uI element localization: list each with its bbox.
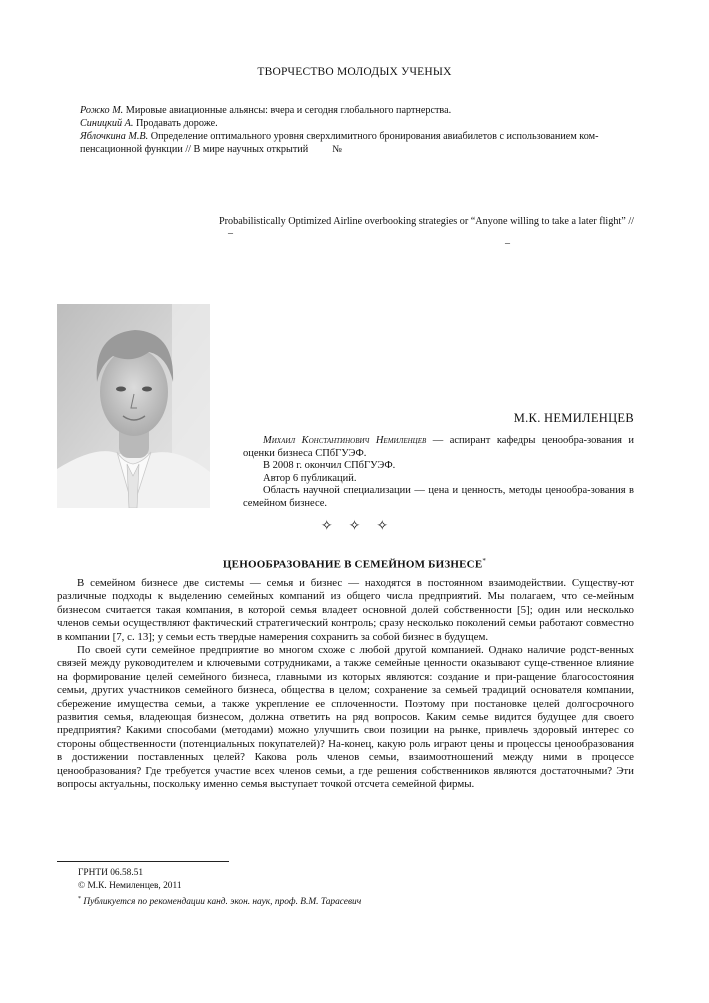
copyright-line: © М.К. Немиленцев, 2011 — [78, 881, 182, 891]
reference-list — [80, 104, 634, 156]
english-reference-dash: – — [505, 238, 510, 249]
recommendation-text: Публикуется по рекомендации канд. экон. наук, проф. В.М. Тарасевич — [81, 897, 362, 908]
divider-star-icon: ✧ — [376, 519, 389, 534]
reference-item — [80, 130, 634, 156]
divider-star-icon: ✧ — [348, 519, 361, 534]
footnote-divider — [57, 861, 229, 862]
author-bio — [243, 435, 634, 511]
grnti-code: ГРНТИ 06.58.51 — [78, 868, 144, 878]
reference-author: Синицкий А. — [80, 118, 134, 129]
reference-text: Определение оптимального уровня сверхлимитного бронирования авиабилетов с использованием ком-пенсационной функции // В мире научных открытий — [80, 131, 599, 155]
divider-star-icon: ✧ — [320, 519, 333, 534]
bio-text: — аспирант кафедры ценообра-зования и оценки бизнеса СПбГУЭФ. — [243, 435, 635, 459]
bio-paragraph: В 2008 г. окончил СПбГУЭФ. — [263, 460, 396, 472]
footnote-mark: * — [482, 557, 487, 565]
author-name-heading: М.К. НЕМИЛЕНЦЕВ — [513, 411, 634, 425]
article-title-text: ЦЕНООБРАЗОВАНИЕ В СЕМЕЙНОМ БИЗНЕСЕ — [222, 558, 483, 571]
reference-item — [80, 104, 634, 117]
footnotes — [78, 867, 578, 909]
author-photo — [57, 304, 210, 508]
bio-paragraph: Автор 6 публикаций. — [263, 472, 357, 484]
article-paragraph: По своей сути семейное предприятие во многом схоже с любой другой компанией. Однако наличие родст-венных связей между руководителем и ключевыми сотрудниками, а также семейные ценности оказывают суще-ственное влияние на формирование целей семейного бизнеса, главными из которых являются: создание и при-ращение благосостояния семьи, других участников семейного бизнеса, общества в целом; сохранение за семьей традиций основателя компании, сбережение имущества семьи, а также укрепление ее сплоченности. Поэтому при постановке целей долгосрочного развития семья, владеющая бизнесом, должна ответить на ряд вопросов. Каким семье видится будущее для своего предприятия? Какими способами (методами) можно улучшить свои позиции на рынке, привлечь здоровый интерес со стороны общественности (потенциальных покупателей)? На-конец, какую роль играют цены и процессы ценообразования в достижении поставленных целей? Какова роль членов семьи, взаимоотношений между ними в процессе ценообразования? Где требуется участие всех членов семьи, а где решения собственников являются достаточными? Эти вопросы актуальны, поскольку именно семья выступает точкой отсчета семейной фирмы. — [57, 644, 634, 791]
reference-text: Продавать дороже. — [133, 118, 218, 129]
reference-author: Рожко М. — [80, 105, 124, 116]
english-reference — [80, 215, 634, 249]
reference-item — [80, 117, 634, 130]
article-paragraph: В семейном бизнесе две системы — семья и бизнес — находятся в постоянном взаимодействии. Существу-ют различные подходы к выделению семейных компаний из общего числа предприятий. Мы полагаем, что се-мейным бизнесом считается такая компания, в которой семья владеет основной долей собственности [5]; один или несколько членов семьи осуществляют фактический стратегический контроль; сразу несколько поколений семьи работают совместно в компании [7, с. 13]; у семьи есть твердые намерения сохранить за собой бизнес в будущем. — [57, 577, 634, 643]
bio-paragraph: Область научной специализации — цена и ценность, методы ценообра-зования в семейном бизнесе. — [243, 485, 634, 509]
article-body — [57, 577, 634, 792]
english-reference-line: Probabilistically Optimized Airline overbooking strategies or “Anyone willing to take a later flight” // — [218, 216, 634, 227]
section-header: ТВОРЧЕСТВО МОЛОДЫХ УЧЕНЫХ — [257, 66, 452, 78]
reference-text: Мировые авиационные альянсы: вчера и сегодня глобального партнерства. — [123, 105, 452, 116]
article-title — [0, 557, 709, 571]
recommendation-note — [78, 893, 578, 909]
bio-paragraph — [243, 435, 634, 460]
reference-author: Яблочкина М.В. — [80, 131, 149, 142]
english-reference-dash: – — [228, 228, 233, 239]
bio-author-name: Михаил Константинович Немиленцев — [263, 435, 427, 446]
footnote-mark: * — [78, 896, 81, 902]
reference-suffix: № — [332, 144, 342, 155]
section-divider — [0, 518, 709, 535]
